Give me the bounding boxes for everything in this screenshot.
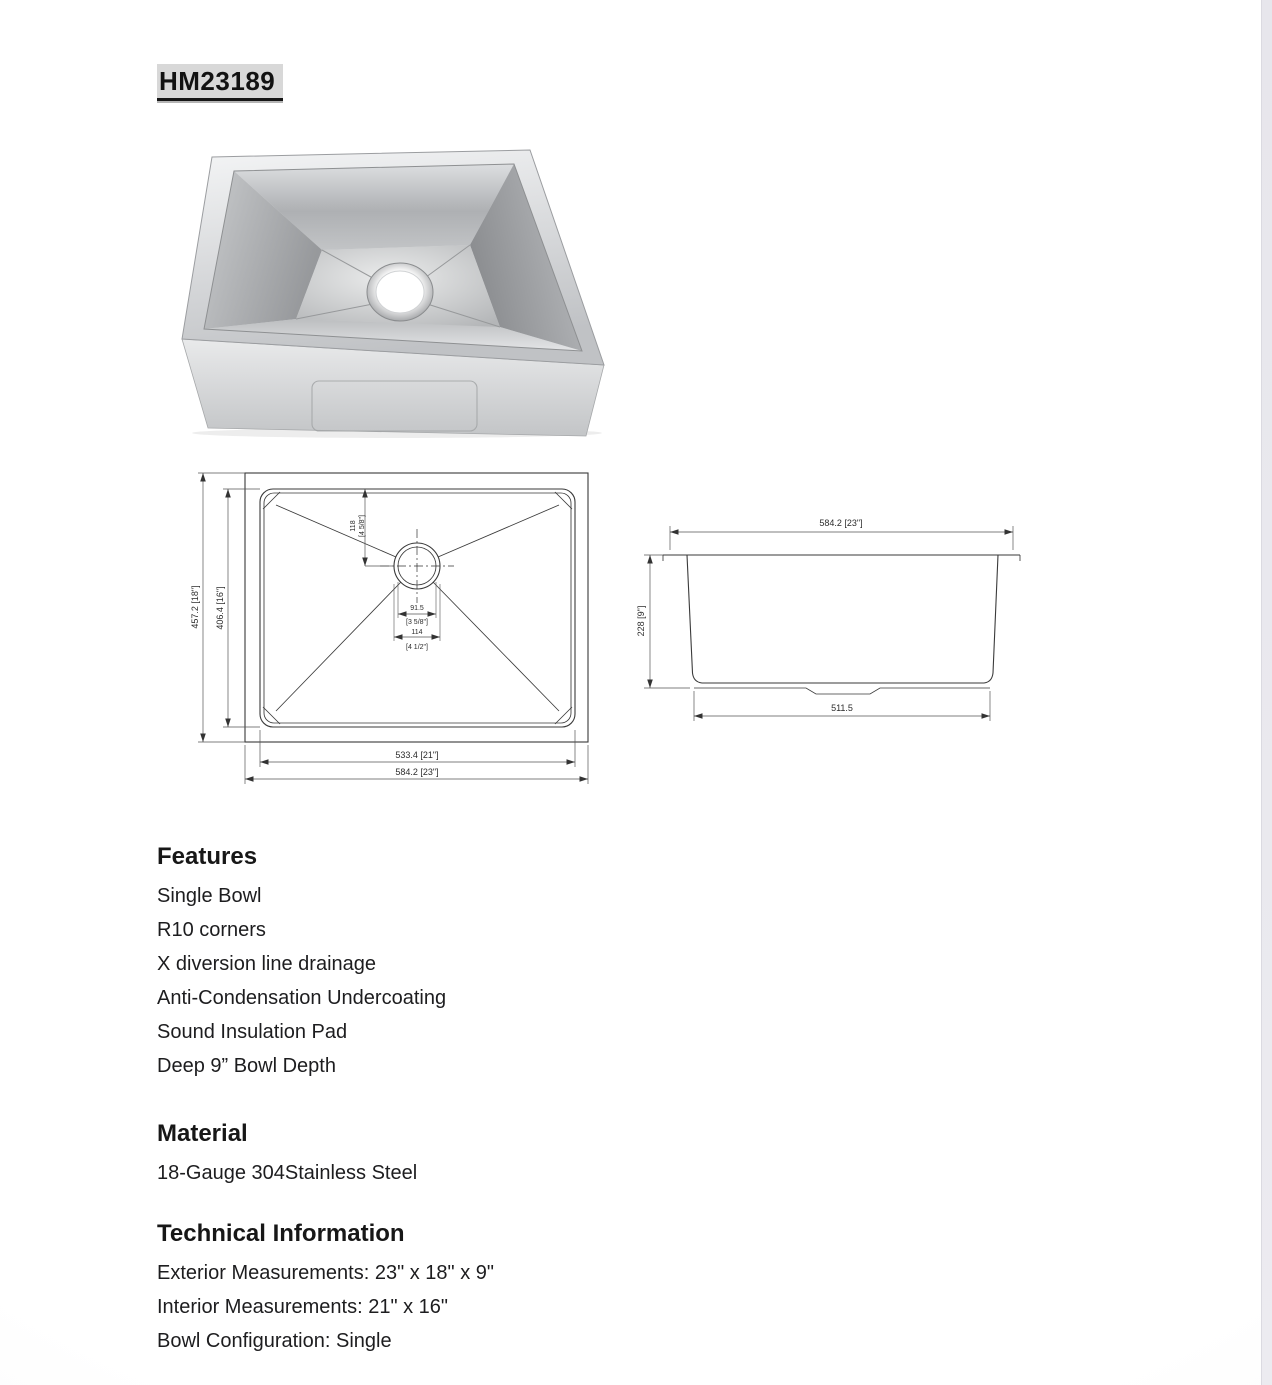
technical-section [157, 1220, 494, 1358]
technical-item: Bowl Configuration: Single [157, 1330, 392, 1352]
inner-depth-label: 406.4 [16"] [215, 586, 225, 630]
drain-offset-in-label: [4 5/8"] [359, 515, 366, 537]
outer-width-label: 584.2 [23"] [395, 767, 439, 777]
features-heading: Features [157, 843, 258, 870]
drain-inner-mm-label: 91.5 [410, 605, 424, 612]
material-section [157, 1120, 417, 1190]
feature-item: Deep 9” Bowl Depth [157, 1055, 336, 1077]
drain-inner-in-label: [3 5/8"] [406, 619, 428, 626]
drain-hole [376, 271, 424, 313]
bowl-underside-profile [694, 688, 990, 694]
scrollbar-track[interactable] [1261, 0, 1272, 1385]
product-photo [172, 133, 642, 438]
technical-item: Exterior Measurements: 23" x 18" x 9" [157, 1262, 494, 1284]
material-item: 18-Gauge 304Stainless Steel [157, 1162, 418, 1184]
drain-offset-mm-label: 118 [350, 520, 357, 532]
technical-item: Interior Measurements: 21" x 16" [157, 1296, 448, 1318]
drain-outer-mm-label: 114 [411, 629, 423, 636]
side-view-drawing [630, 495, 1050, 730]
feature-item: X diversion line drainage [157, 953, 377, 975]
depth-label: 228 [9"] [636, 605, 646, 637]
feature-item: Sound Insulation Pad [157, 1021, 348, 1043]
material-heading: Material [157, 1120, 248, 1147]
base-width-label: 511.5 [831, 703, 853, 713]
bowl-profile [687, 555, 998, 683]
outer-depth-label: 457.2 [18"] [190, 585, 200, 629]
inner-width-label: 533.4 [21"] [395, 750, 439, 760]
feature-item: R10 corners [157, 919, 266, 941]
features-section [157, 843, 446, 1083]
top-view-drawing [160, 462, 620, 792]
feature-item: Anti-Condensation Undercoating [157, 987, 447, 1009]
product-code-title: HM23189 [157, 64, 283, 101]
drain-outer-in-label: [4 1/2"] [406, 644, 428, 651]
side-width-label: 584.2 [23"] [819, 518, 863, 528]
feature-item: Single Bowl [157, 885, 262, 907]
technical-heading: Technical Information [157, 1220, 405, 1247]
